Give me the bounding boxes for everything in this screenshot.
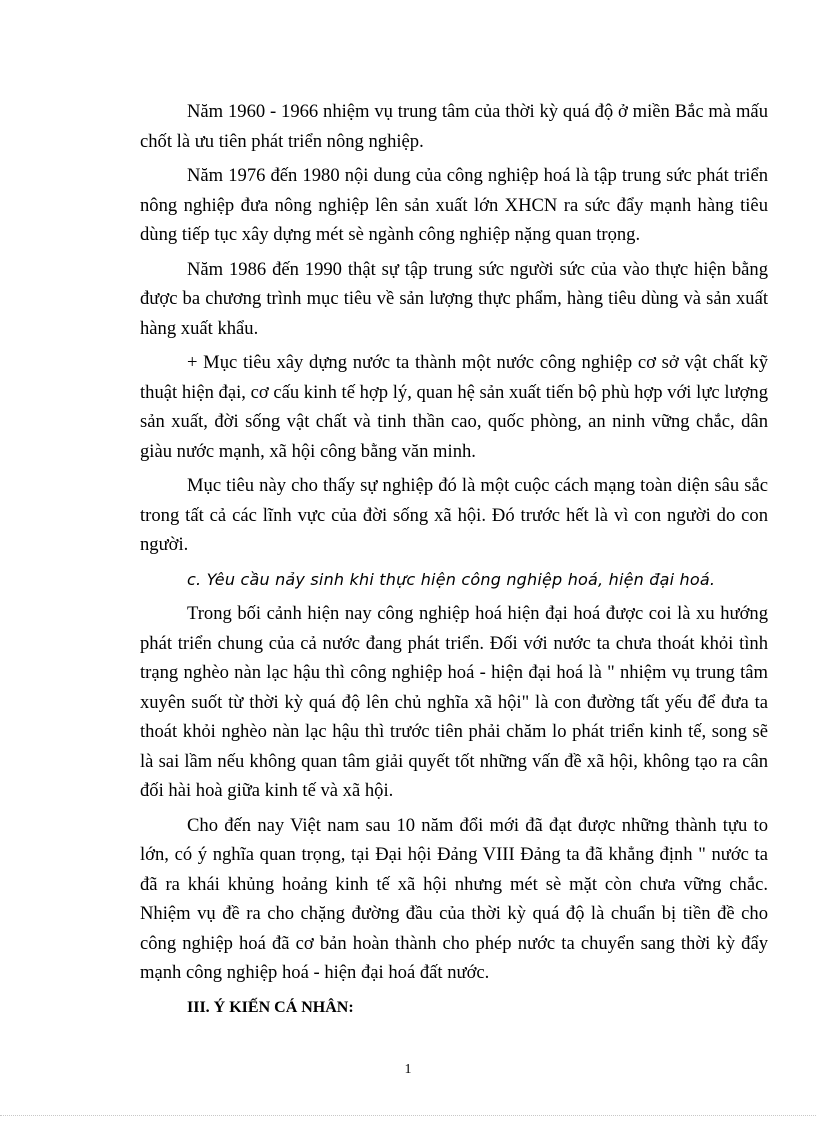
section-heading-iii: III. Ý KIẾN CÁ NHÂN: (187, 998, 354, 1016)
paragraph-1986-1990: Năm 1986 đến 1990 thật sự tập trung sức người sức của vào thực hiện bằng được ba chương trình mục tiêu về sản lượng thực phẩm, hàng tiêu dùng và sản xuất hàng xuất khẩu. (140, 258, 768, 339)
paragraph-achievements: Cho đến nay Việt nam sau 10 năm đổi mới đã đạt được những thành tựu to lớn, có ý nghĩa quan trọng, tại Đại hội Đảng VIII Đảng ta đã khẳng định " nước ta đã ra khái khủng hoảng kinh tế xã hội nhưng mét sè mặt còn chưa vững chắc. Nhiệm vụ đề ra cho chặng đường đầu của thời kỳ quá độ là chuẩn bị tiền đề cho công nghiệp hoá đã cơ bản hoàn thành cho phép nước ta chuyển sang thời kỳ đẩy mạnh công nghiệp hoá - hiện đại hoá đất nước. (140, 814, 768, 983)
section-heading-c: c. Yêu cầu nảy sinh khi thực hiện công nghiệp hoá, hiện đại hoá. (187, 569, 716, 589)
paragraph-context: Trong bối cảnh hiện nay công nghiệp hoá hiện đại hoá được coi là xu hướng phát triển chung của cả nước đang phát triển. Đối với nước ta chưa thoát khỏi tình trạng nghèo nàn lạc hậu thì công nghiệp hoá - hiện đại hoá là " nhiệm vụ trung tâm xuyên suốt từ thời kỳ quá độ lên chủ nghĩa xã hội" là con đường tất yếu để đưa ta thoát khỏi nghèo nàn lạc hậu thì trước tiên phải chăm lo phát triển kinh tế, song sẽ là sai lầm nếu không quan tâm giải quyết tốt những vấn đề xã hội, không tạo ra cân đối hài hoà giữa kinh tế và xã hội. (140, 603, 768, 801)
page-break-line (0, 1115, 816, 1116)
paragraph-objective-meaning: Mục tiêu này cho thấy sự nghiệp đó là một cuộc cách mạng toàn diện sâu sắc trong tất cả các lĩnh vực của đời sống xã hội. Đó trước hết là vì con người do con người. (140, 475, 768, 555)
page-number: 1 (404, 1062, 412, 1077)
paragraph-objective: + Mục tiêu xây dựng nước ta thành một nước công nghiệp cơ sở vật chất kỹ thuật hiện đại, cơ cấu kinh tế hợp lý, quan hệ sản xuất tiến bộ phù hợp với lực lượng sản xuất, đời sống vật chất và tinh thần cao, quốc phòng, an ninh vững chắc, dân giàu nước mạnh, xã hội công bằng văn minh. (140, 352, 768, 462)
paragraph-1976-1980: Năm 1976 đến 1980 nội dung của công nghiệp hoá là tập trung sức phát triển nông nghiệp đưa nông nghiệp lên sản xuất lớn XHCN ra sức đẩy mạnh hàng tiêu dùng tiếp tục xây dựng mét sè ngành công nghiệp nặng quan trọng. (140, 165, 768, 245)
paragraph-1960-1966: Năm 1960 - 1966 nhiệm vụ trung tâm của thời kỳ quá độ ở miền Bắc mà mấu chốt là ưu tiên phát triển nông nghiệp. (140, 101, 768, 152)
document-body (140, 97, 768, 1027)
